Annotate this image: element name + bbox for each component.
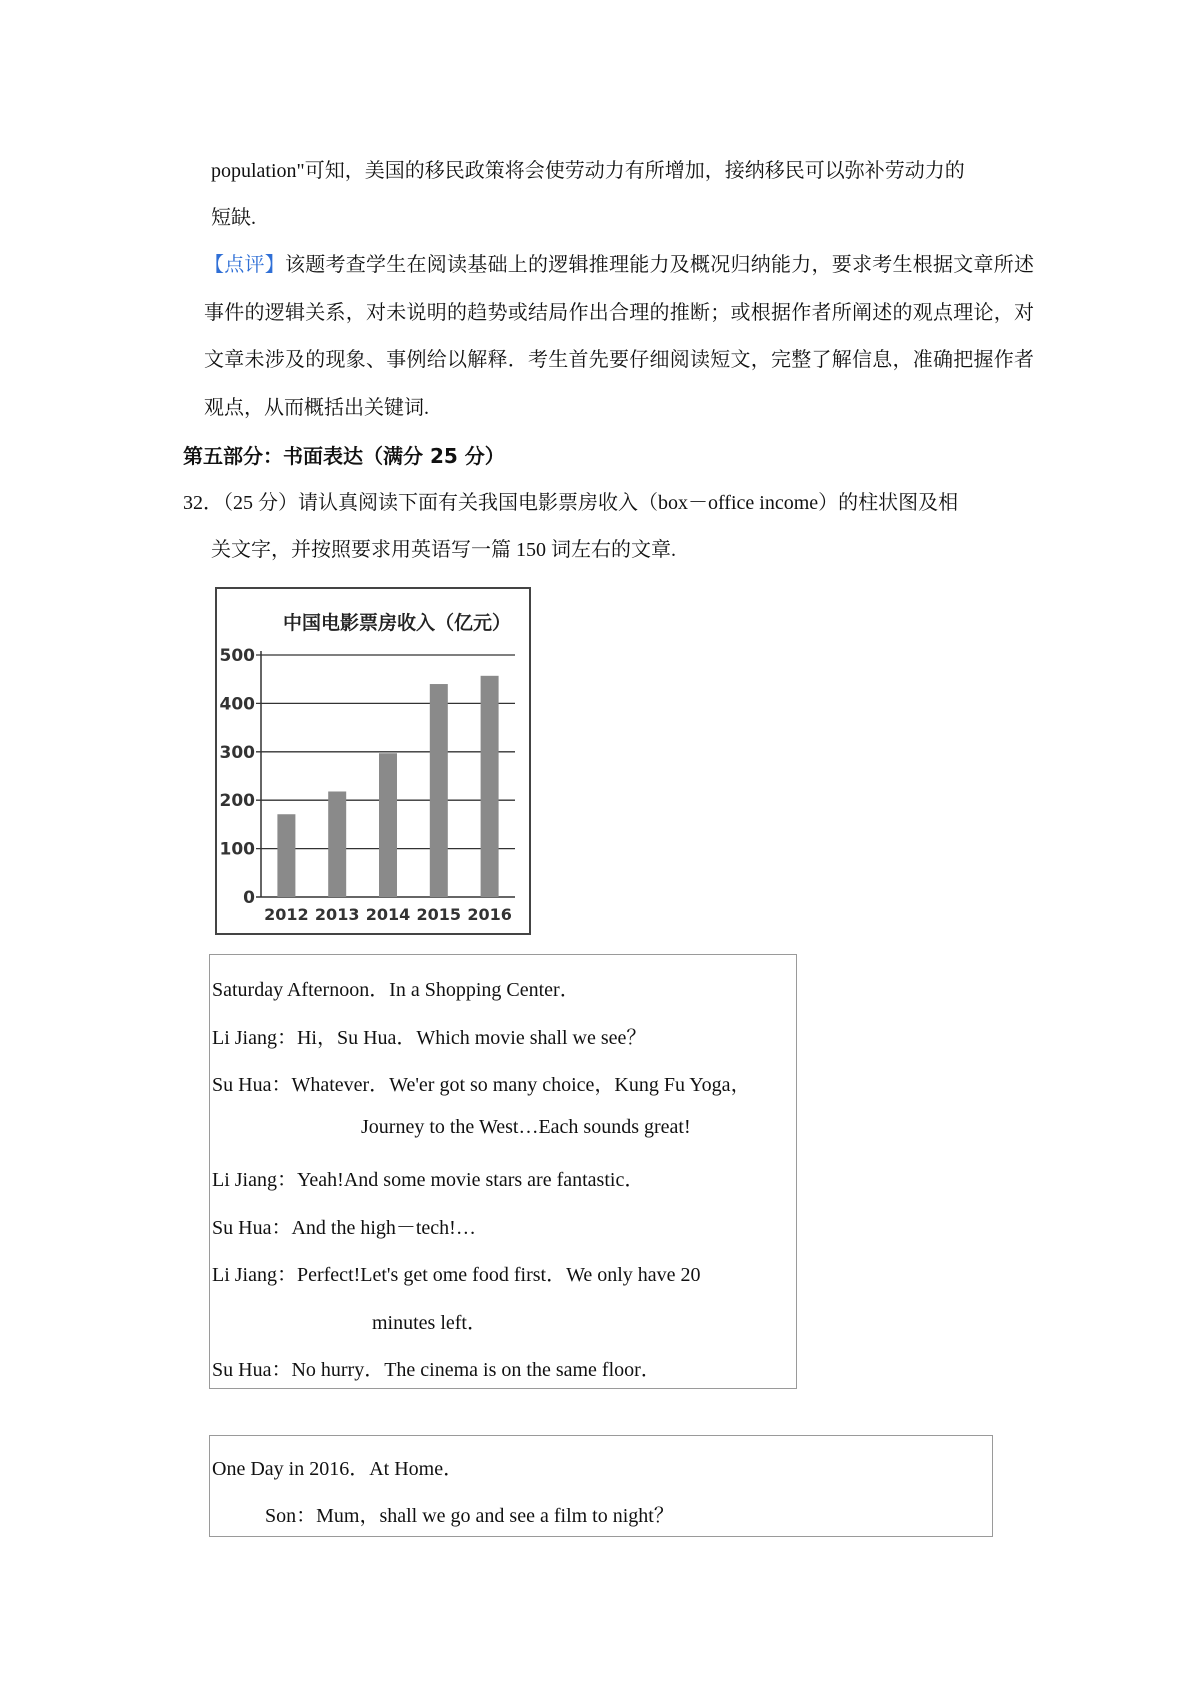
chart-y-tick-label: 500 bbox=[219, 646, 255, 666]
chart-x-tick-label: 2014 bbox=[365, 905, 411, 924]
analysis-line-1: population"可知，美国的移民政策将会使劳动力有所增加，接纳移民可以弥补劳动力的 bbox=[211, 160, 965, 182]
dialogue1-line: Journey to the West…Each sounds great! bbox=[361, 1116, 691, 1138]
chart-title: 中国电影票房收入（亿元） bbox=[282, 612, 512, 634]
analysis-line-2: 短缺. bbox=[211, 207, 256, 229]
box-office-chart bbox=[215, 587, 531, 935]
dialogue1-line: Su Hua：And the high－tech!… bbox=[212, 1217, 476, 1239]
dialogue1-line: Su Hua：No hurry．The cinema is on the same floor． bbox=[212, 1359, 661, 1381]
chart-svg bbox=[217, 589, 529, 933]
dialogue2-line: Son：Mum，shall we go and see a film to night？ bbox=[265, 1505, 674, 1527]
chart-y-tick-label: 300 bbox=[219, 742, 255, 763]
dialogue1-line: minutes left． bbox=[372, 1312, 487, 1334]
chart-x-tick-label: 2015 bbox=[416, 905, 462, 924]
question-line-2: 关文字，并按照要求用英语写一篇 150 词左右的文章. bbox=[211, 539, 676, 561]
chart-y-tick-label: 0 bbox=[243, 888, 255, 908]
comment-tag: 【点评】 bbox=[204, 254, 285, 276]
dialogue1-line: Li Jiang：Yeah!And some movie stars are fantastic． bbox=[212, 1169, 645, 1191]
chart-x-tick-label: 2012 bbox=[264, 905, 309, 924]
comment-text: 该题考查学生在阅读基础上的逻辑推理能力及概况归纳能力，要求考生根据文章所述事件的逻辑关系，对未说明的趋势或结局作出合理的推断；或根据作者所阐述的观点理论，对文章未涉及的现象、事例给以解释．考生首先要仔细阅读短文，完整了解信息，准确把握作者观点，从而概括出关键词. bbox=[204, 254, 1034, 419]
dialogue2-scene: One Day in 2016．At Home． bbox=[212, 1458, 464, 1480]
dialogue1-line: Li Jiang：Hi，Su Hua．Which movie shall we see？ bbox=[212, 1027, 647, 1049]
chart-bar-2012 bbox=[277, 814, 295, 897]
chart-y-tick-label: 200 bbox=[219, 791, 255, 812]
section-heading: 第五部分：书面表达（满分 25 分） bbox=[183, 444, 505, 468]
chart-y-tick-label: 100 bbox=[219, 839, 255, 860]
dialogue1-line: Su Hua：Whatever．We'er got so many choice，Kung Fu Yoga， bbox=[212, 1074, 751, 1096]
question-line-1: 32．（25 分）请认真阅读下面有关我国电影票房收入（box－office income）的柱状图及相 bbox=[183, 492, 959, 514]
dialogue-box-home bbox=[209, 1435, 993, 1537]
comment-paragraph bbox=[204, 242, 1034, 432]
chart-bar-2013 bbox=[328, 791, 346, 897]
chart-x-tick-label: 2013 bbox=[314, 905, 360, 924]
dialogue-box-saturday bbox=[209, 954, 797, 1389]
chart-x-tick-label: 2016 bbox=[467, 905, 512, 924]
chart-bar-2016 bbox=[481, 676, 499, 897]
chart-y-tick-label: 400 bbox=[219, 694, 255, 715]
chart-bar-2014 bbox=[379, 753, 397, 897]
dialogue1-scene: Saturday Afternoon．In a Shopping Center． bbox=[212, 979, 580, 1001]
chart-bar-2015 bbox=[430, 684, 448, 897]
dialogue1-line: Li Jiang：Perfect!Let's get ome food first．We only have 20 bbox=[212, 1264, 701, 1286]
